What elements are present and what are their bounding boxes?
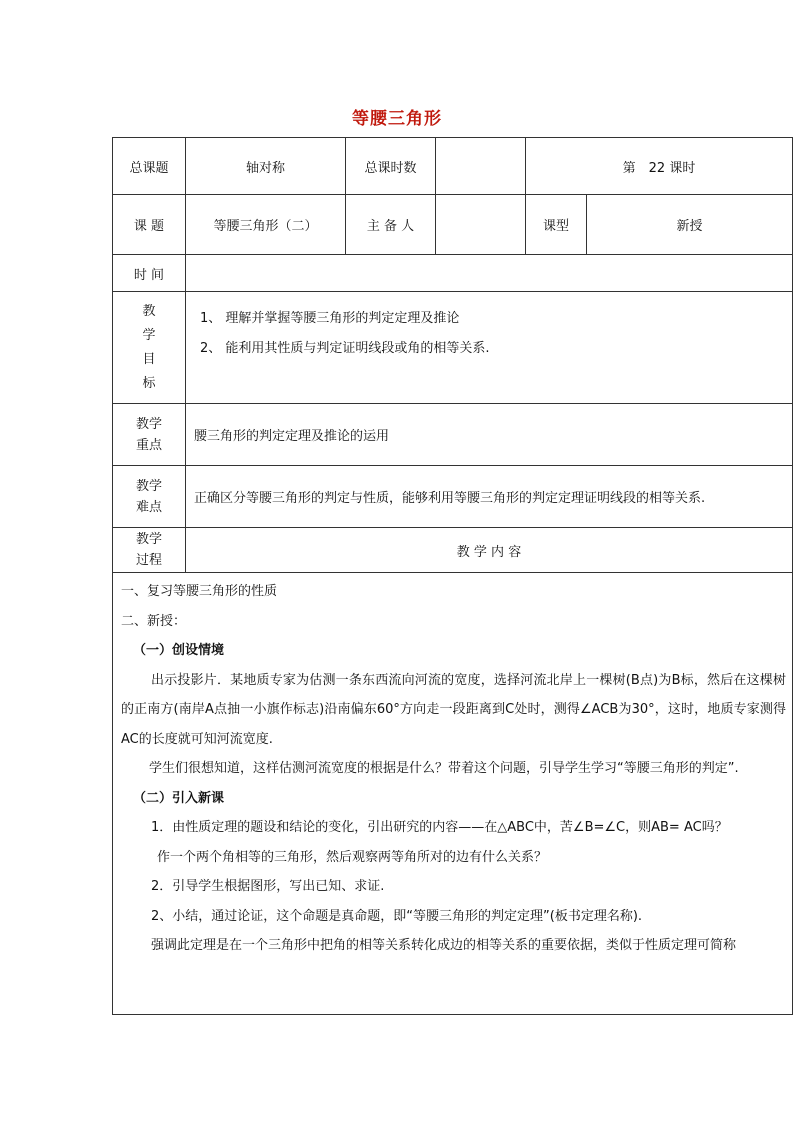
key-point-label-line: 教学	[135, 416, 162, 432]
key-point-label-line: 重点	[135, 437, 162, 453]
time-value	[186, 255, 793, 292]
content-paragraph: 2．引导学生根据图形，写出已知、求证.	[151, 879, 385, 894]
goal-item: 1、 理解并掌握等腰三角形的判定定理及推论	[200, 311, 460, 326]
key-point-row	[113, 404, 793, 466]
goals-row	[113, 292, 793, 404]
header-row	[113, 138, 793, 195]
content-paragraph: 2、小结，通过论证，这个命题是真命题，即“等腰三角形的判定定理”(板书定理名称).	[151, 908, 643, 924]
difficulty-label	[113, 466, 186, 528]
goals-label-char: 教	[142, 303, 156, 319]
process-header: 教 学 内 容	[186, 528, 793, 573]
content-row	[113, 573, 793, 1015]
total-topic-value: 轴对称	[186, 138, 346, 195]
goals-content	[186, 292, 793, 404]
topic-value: 等腰三角形（二）	[186, 195, 346, 255]
content-subheading: （二）引入新课	[133, 790, 225, 806]
key-point-text: 腰三角形的判定定理及推论的运用	[186, 404, 793, 466]
content-paragraph: 学生们很想知道，这样估测河流宽度的根据是什么？带着这个问题，引导学生学习“等腰三角形的判定”.	[149, 761, 739, 776]
difficulty-label-line: 难点	[135, 499, 162, 515]
difficulty-text: 正确区分等腰三角形的判定与性质，能够利用等腰三角形的判定定理证明线段的相等关系.	[186, 466, 793, 528]
preparer-value	[436, 195, 526, 255]
total-hours-value	[436, 138, 526, 195]
topic-row	[113, 195, 793, 255]
process-label	[113, 528, 186, 573]
content-subheading: （一）创设情境	[133, 643, 225, 658]
process-row	[113, 528, 793, 573]
time-label: 时 间	[113, 255, 186, 292]
content-paragraph: 出示投影片．某地质专家为估测一条东西流向河流的宽度，选择河流北岸上一棵树(B点)为B标，然后在这棵树的正南方(南岸A点抽一小旗作标志)沿南偏东60°方向走一段距离到C处时，测得∠ACB为30°，这时，地质专家测得AC的长度就可知河流宽度.	[121, 672, 786, 747]
lesson-number: 第 22 课时	[526, 138, 793, 195]
content-paragraph: 二、新授：	[121, 613, 187, 629]
topic-label: 课 题	[113, 195, 186, 255]
page-title: 等腰三角形	[352, 109, 442, 129]
total-topic-label: 总课题	[113, 138, 186, 195]
goals-label-char: 标	[142, 375, 156, 391]
key-point-label	[113, 404, 186, 466]
preparer-label: 主 备 人	[346, 195, 436, 255]
process-label-line: 过程	[135, 553, 162, 568]
type-label: 课型	[526, 195, 587, 255]
content-paragraph: 1．由性质定理的题设和结论的变化，引出研究的内容——在△ABC中，苦∠B=∠C，则AB= AC吗？	[151, 820, 728, 835]
process-label-line: 教学	[135, 532, 162, 547]
content-paragraph: 作一个两个角相等的三角形，然后观察两等角所对的边有什么关系？	[157, 849, 548, 865]
teaching-content	[113, 573, 793, 1015]
time-row	[113, 255, 793, 292]
lesson-plan-table	[112, 137, 793, 1015]
goals-label-char: 目	[142, 351, 156, 367]
goal-item: 2、 能利用其性质与判定证明线段或角的相等关系.	[200, 341, 490, 356]
difficulty-row	[113, 466, 793, 528]
total-hours-label: 总课时数	[346, 138, 436, 195]
goals-label-char: 学	[142, 327, 156, 343]
type-value: 新授	[587, 195, 793, 255]
content-paragraph: 一、复习等腰三角形的性质	[121, 584, 278, 599]
content-paragraph: 强调此定理是在一个三角形中把角的相等关系转化成边的相等关系的重要依据，类似于性质定理可简称	[151, 938, 737, 953]
goals-label	[113, 292, 186, 404]
difficulty-label-line: 教学	[135, 478, 162, 494]
